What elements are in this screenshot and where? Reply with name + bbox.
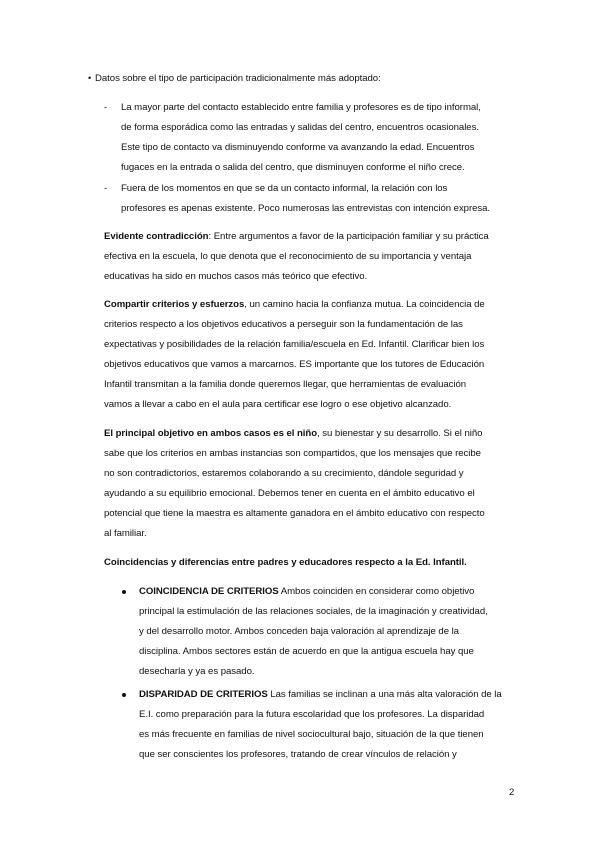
bullet-line: es más frecuente en familias de nivel sociocultural bajo, situación de la que tienen bbox=[139, 729, 484, 740]
page-number: 2 bbox=[509, 787, 515, 798]
dash-item-line: La mayor parte del contacto establecido entre familia y profesores es de tipo informal, bbox=[121, 102, 481, 113]
bullet-line: y del desarrollo motor. Ambos conceden baja valoración al aprendizaje de la bbox=[139, 626, 459, 637]
paragraph-bold-lead: El principal objetivo en ambos casos es el niño bbox=[104, 428, 318, 439]
paragraph-rest: : Entre argumentos a favor de la participación familiar y su práctica bbox=[208, 231, 489, 242]
bullet-rest: Las familias se inclinan a una más alta valoración de la bbox=[267, 689, 502, 700]
bullet-line bbox=[139, 688, 502, 701]
paragraph-line: sabe que los criterios en ambas instancias son compartidos, que los mensajes que recibe bbox=[104, 448, 481, 459]
paragraph-line: criterios respecto a los objetivos educativos a perseguir son la fundamentación de las bbox=[104, 319, 463, 330]
paragraph-line: objetivos educativos que vamos a marcarnos. ES importante que los tutores de Educación bbox=[104, 359, 485, 370]
bullet-line: E.I. como preparación para la futura escolaridad que los profesores. La disparidad bbox=[139, 709, 485, 720]
bullet-line bbox=[139, 585, 474, 598]
section-heading: Coincidencias y diferencias entre padres y educadores respecto a la Ed. Infantil. bbox=[104, 557, 467, 568]
bullet-rest: Ambos coinciden en considerar como objetivo bbox=[278, 586, 475, 597]
paragraph-line: expectativas y posibilidades de la relación familia/escuela en Ed. Infantil. Clarificar bien los bbox=[104, 339, 485, 350]
bullet-line: disciplina. Ambos sectores están de acuerdo en que la antigua escuela hay que bbox=[139, 646, 474, 657]
paragraph-rest: , su bienestar y su desarrollo. Si el niño bbox=[317, 428, 483, 439]
paragraph-line: ayudando a su equilibrio emocional. Debemos tener en cuenta en el ámbito educativo el bbox=[104, 488, 475, 499]
dash-item-line: profesores es apenas existente. Poco numerosas las entrevistas con intención expresa. bbox=[121, 203, 491, 214]
paragraph-line bbox=[104, 230, 489, 243]
paragraph-bold-lead: Compartir criterios y esfuerzos bbox=[104, 299, 245, 310]
bullet-line: desecharla y ya es pasado. bbox=[139, 666, 255, 677]
dash-icon: - bbox=[104, 183, 108, 194]
paragraph-line bbox=[104, 427, 482, 440]
bullet-bold-lead: DISPARIDAD DE CRITERIOS bbox=[139, 689, 268, 700]
bullet-line: que ser conscientes los profesores, tratando de crear vínculos de relación y bbox=[139, 749, 457, 760]
bullet-icon bbox=[122, 590, 126, 594]
bullet-icon bbox=[122, 693, 126, 697]
paragraph-line bbox=[104, 298, 485, 311]
paragraph-rest: , un camino hacia la confianza mutua. La coincidencia de bbox=[244, 299, 485, 310]
dash-item-line: Este tipo de contacto va disminuyendo conforme va avanzando la edad. Encuentros bbox=[121, 142, 475, 153]
bullet-bold-lead: COINCIDENCIA DE CRITERIOS bbox=[139, 586, 279, 597]
dash-icon: - bbox=[104, 102, 108, 113]
intro-bullet-text: Datos sobre el tipo de participación tradicionalmente más adoptado: bbox=[95, 73, 381, 84]
dash-item-line: fugaces en la entrada o salida del centro, que disminuyen conforme el niño crece. bbox=[121, 162, 465, 173]
paragraph-line: vamos a llevar a cabo en el aula para certificar ese logro o ese objetivo alcanzado. bbox=[104, 399, 452, 410]
bullet-icon: • bbox=[88, 73, 92, 83]
paragraph-bold-lead: Evidente contradicción bbox=[104, 231, 209, 242]
paragraph-line: potencial que tiene la maestra es altamente ganadora en el ámbito educativo con respecto bbox=[104, 508, 485, 519]
paragraph-line: efectiva en la escuela, lo que denota que el reconocimiento de su importancia y ventaja bbox=[104, 251, 472, 262]
paragraph-line: no son contradictorios, estaremos colaborando a su crecimiento, dándole seguridad y bbox=[104, 468, 464, 479]
paragraph-line: al familiar. bbox=[104, 528, 147, 539]
dash-item-line: de forma esporádica como las entradas y salidas del centro, encuentros ocasionales. bbox=[121, 122, 479, 133]
paragraph-line: educativas ha sido en muchos casos más teórico que efectivo. bbox=[104, 271, 368, 282]
bullet-line: principal la estimulación de las relaciones sociales, de la imaginación y creatividad, bbox=[139, 606, 488, 617]
paragraph-line: Infantil transmitan a la familia donde queremos llegar, que herramientas de evaluación bbox=[104, 379, 467, 390]
dash-item-line: Fuera de los momentos en que se da un contacto informal, la relación con los bbox=[121, 183, 448, 194]
